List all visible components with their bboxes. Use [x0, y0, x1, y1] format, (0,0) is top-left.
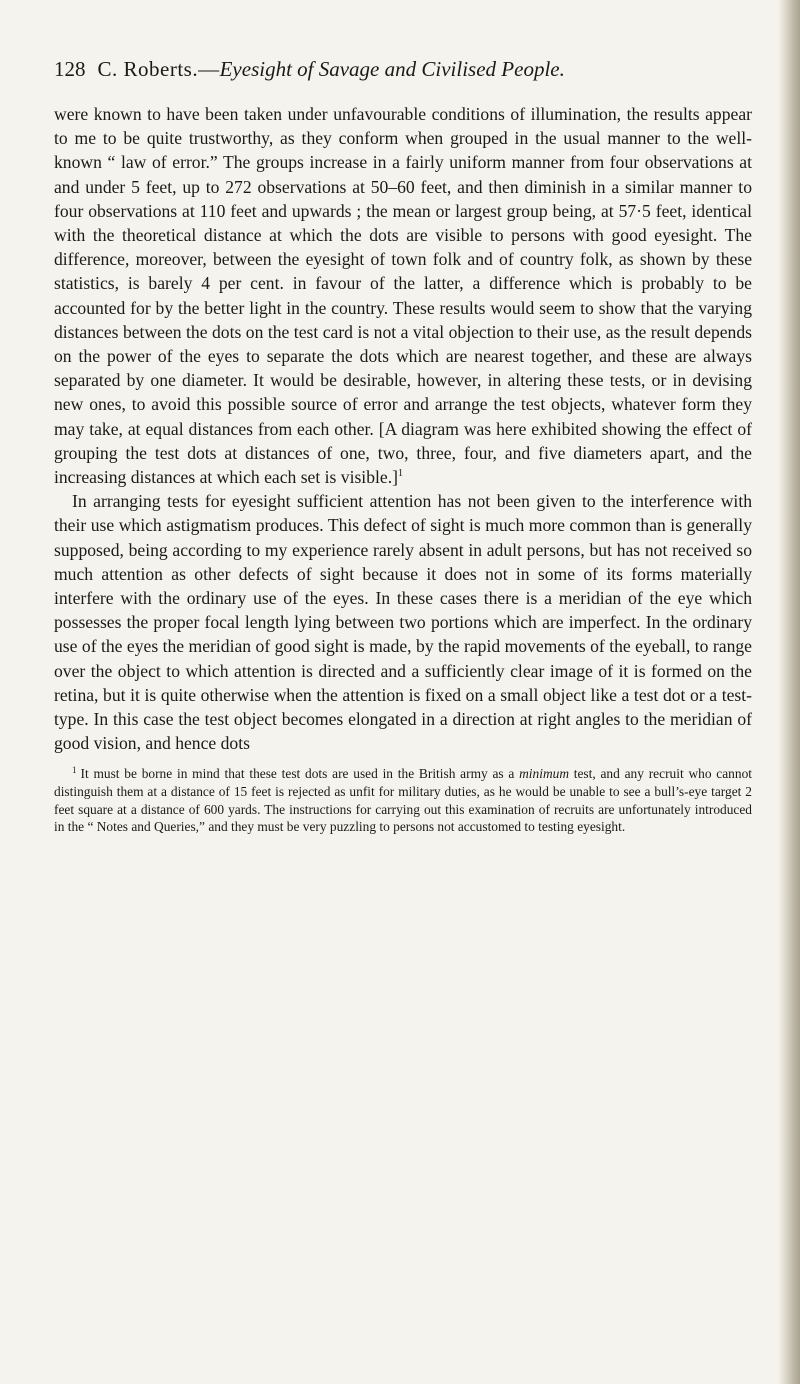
footnote-1 — [54, 765, 752, 835]
body-text — [54, 102, 752, 755]
footnotes — [54, 765, 752, 835]
footnote-text-start: It must be borne in mind that these test dots are used in the British army as a — [80, 766, 520, 782]
footnote-emphasis: minimum — [519, 766, 569, 782]
page-number: 128 — [54, 57, 86, 81]
page-edge-shadow — [778, 0, 800, 1384]
page-content — [54, 56, 752, 836]
footnote-text-end: test, and any recruit who cannot distinguish them at a distance of 15 feet is rejected as unfit for military duties, as he would be unable to see a bull’s-eye target 2 feet square at a distance of 600 yards. The instructions for carrying out this examination of recruits are unfortunately introduced in the “ Notes and Queries,” and they must be very puzzling to persons not accustomed to testing eyesight. — [54, 766, 752, 835]
running-head — [54, 56, 752, 82]
paragraph-2: In arranging tests for eyesight sufficient attention has not been given to the interference with their use which astigmatism produces. This defect of sight is much more common than is generally supposed, being according to my experience rarely absent in adult persons, but has not received so much attention as other defects of sight because it does not in some of its forms materially interfere with the ordinary use of the eyes. In these cases there is a meridian of the eye which possesses the proper focal length lying between two portions which are imperfect. In the ordinary use of the eyes the meridian of good sight is made, by the rapid movements of the eyeball, to range over the object to which attention is directed and a sufficiently clear image of it is formed on the retina, but it is quite otherwise when the attention is fixed on a small object like a test dot or a test-type. In this case the test object becomes elongated in a direction at right angles to the meridian of good vision, and hence dots — [54, 491, 752, 754]
running-head-title: Eyesight of Savage and Civilised People. — [219, 57, 565, 81]
paragraph-1 — [54, 102, 752, 489]
footnote-number: 1 — [72, 765, 77, 776]
running-head-author: C. Roberts.— — [97, 57, 220, 81]
footnote-reference: 1 — [397, 468, 403, 480]
paragraph-1-text: were known to have been taken under unfavourable conditions of illumination, the results appear to me to be quite trustworthy, as they conform when grouped in the usual manner to the well-known “ law of error.” The groups increase in a fairly uniform manner from four observations at and under 5 feet, up to 272 observations at 50–60 feet, and then diminish in a similar manner to four observations at 110 feet and upwards ; the mean or largest group being, at 57·5 feet, identical with the theoretical distance at which the dots are visible to persons with good eyesight. The difference, moreover, between the eyesight of town folk and of country folk, as shown by these statistics, is barely 4 per cent. in favour of the latter, a difference which is probably to be accounted for by the better light in the country. These results would seem to show that the varying distances between the dots on the test card is not a vital objection to their use, as the result depends on the power of the eyes to separate the dots which are nearest together, and these are always separated by one diameter. It would be desirable, however, in altering these tests, or in devising new ones, to avoid this possible source of error and arrange the test objects, whatever form they may take, at equal distances from each other. [A diagram was here exhibited showing the effect of grouping the test dots at distances of one, two, three, four, and five diameters apart, and the increasing distances at which each set is visible.] — [54, 104, 752, 488]
